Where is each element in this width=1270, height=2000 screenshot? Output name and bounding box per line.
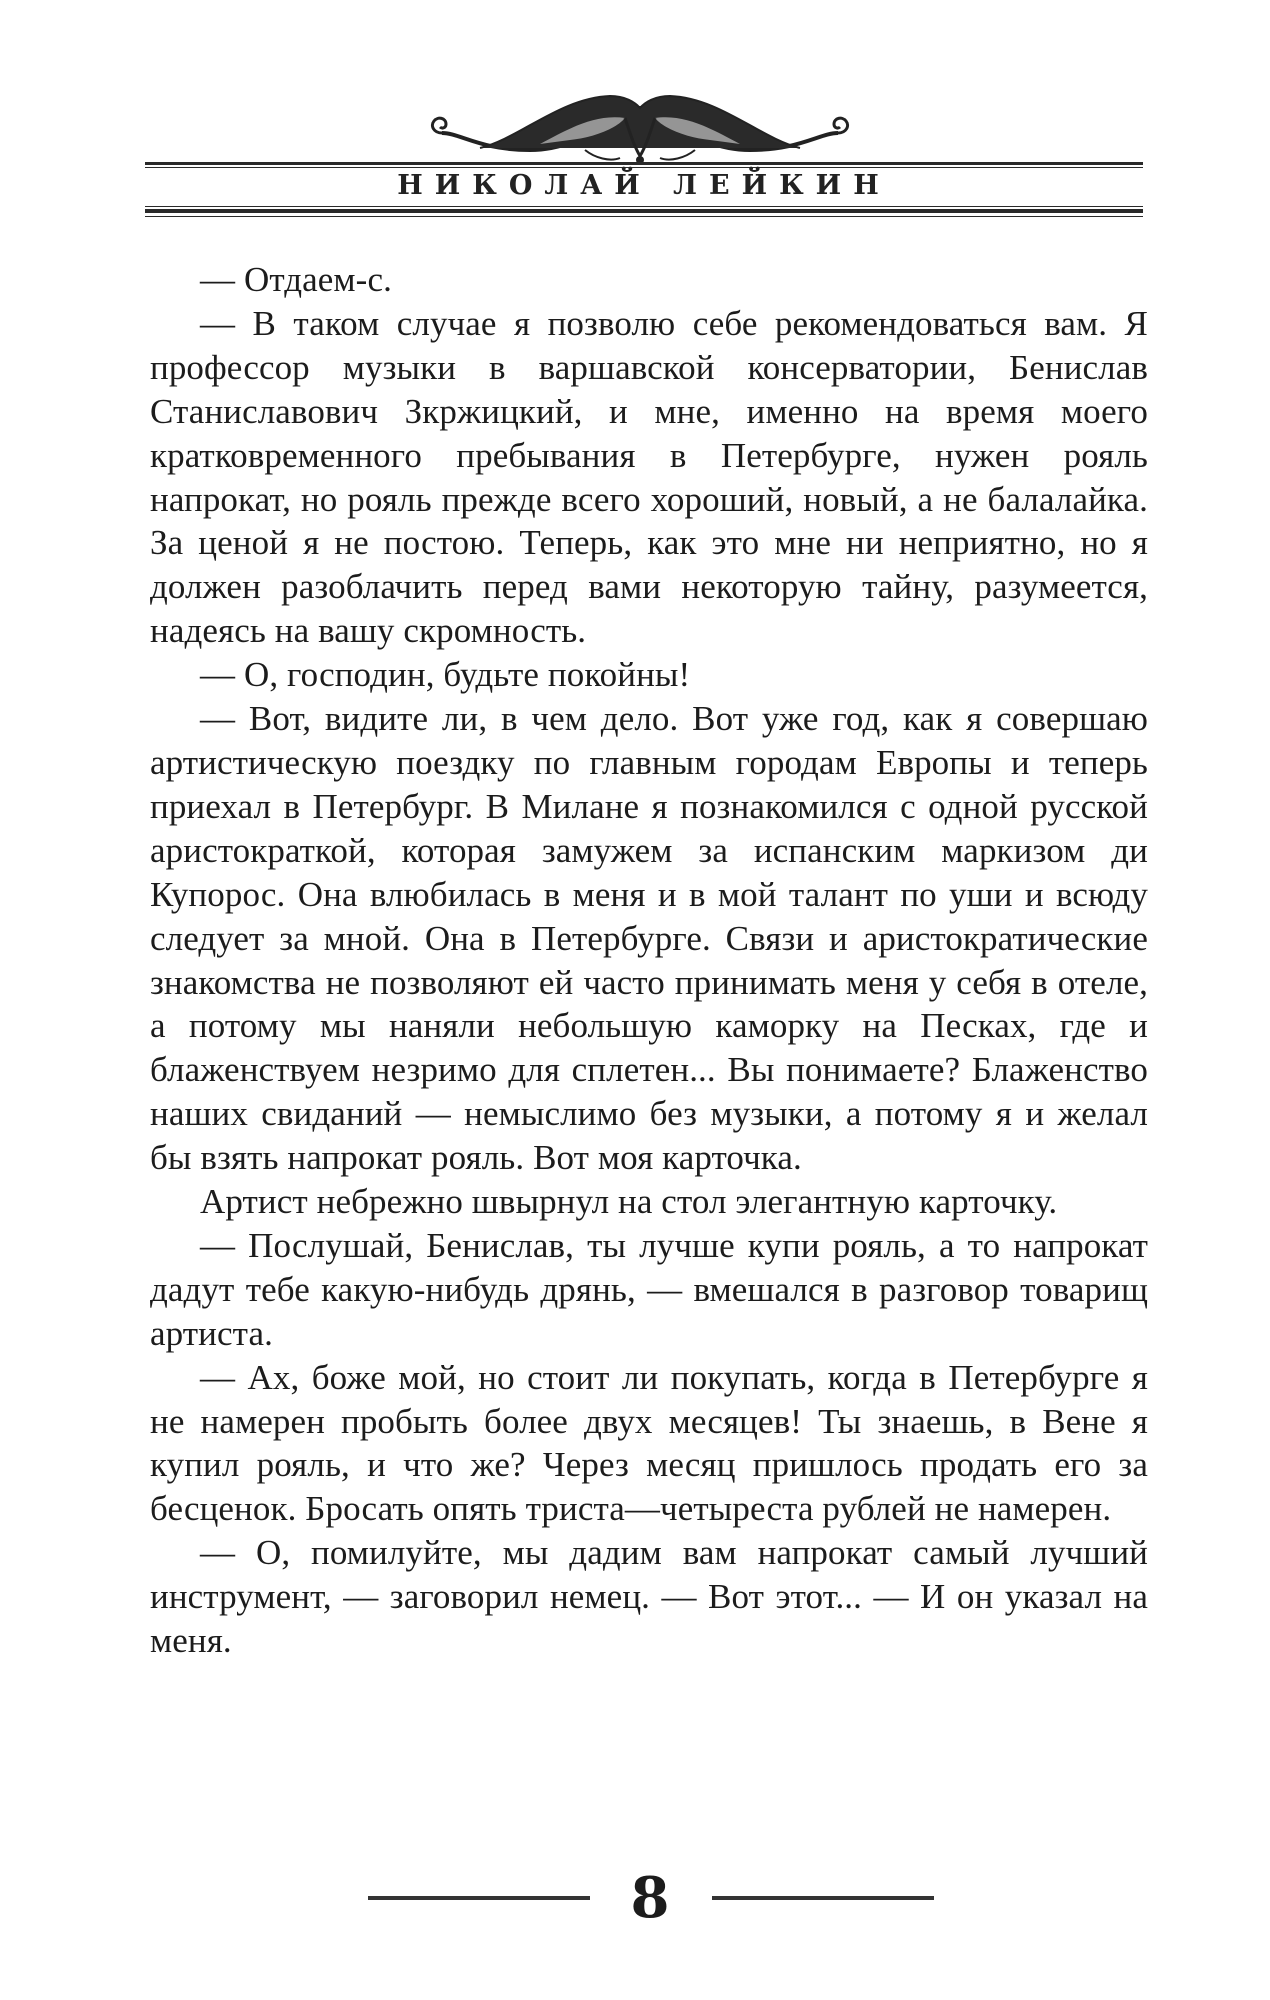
body-text (150, 258, 1148, 1663)
folio-rule-right (712, 1896, 934, 1900)
paragraph: — Отдаем-с. (200, 260, 392, 299)
header-rule-top-thin (145, 167, 1143, 168)
paragraph: — О, помилуйте, мы дадим вам напрокат самый лучший инструмент, — заговорил немец. — Вот этот... — И он указал на меня. (150, 1533, 1148, 1661)
paragraph: — Послушай, Бенислав, ты лучше купи рояль, а то напрокат дадут тебе какую-нибудь дрянь, — вмешался в разговор товарищ артиста. (150, 1225, 1148, 1353)
folio-rule-left (368, 1896, 590, 1900)
paragraph: — В таком случае я позволю себе рекомендоваться вам. Я профессор музыки в варшавской консерватории, Бенислав Станиславович Зкржицкий, и мне, именно на время моего кратковременного пребывания в Петербурге, нужен рояль напрокат, но рояль прежде всего хороший, новый, а не балалайка. За ценой я не постою. Теперь, как это мне ни неприятно, но я должен разоблачить перед вами некоторую тайну, разумеется, надеясь на вашу скромность. (150, 303, 1148, 651)
header-rule-bottom (145, 209, 1143, 213)
header-rule-bottom-thin (145, 206, 1143, 207)
paragraph: — Вот, видите ли, в чем дело. Вот уже год, как я совершаю артистическую поездку по главным городам Европы и теперь приехал в Петербург. В Милане я познакомился с одной русской аристократкой, которая замужем за испанским маркизом ди Купорос. Она влюбилась в меня и в мой талант по уши и всюду следует за мной. Она в Петербурге. Связи и аристократические знакомства не позволяют ей часто принимать меня у себя в отеле, а потому мы наняли небольшую каморку на Песках, где и блаженствуем незримо для сплетен... Вы понимаете? Блаженство наших свиданий — немыслимо без музыки, а потому я и желал бы взять напрокат рояль. Вот моя карточка. (150, 699, 1148, 1178)
running-head-author: НИКОЛАЙ ЛЕЙКИН (397, 170, 891, 201)
page-number: 8 (630, 1865, 670, 1931)
paragraph: — О, господин, будьте покойны! (200, 655, 691, 695)
header-rule-bottom-thin-2 (145, 216, 1143, 217)
paragraph: Артист небрежно швырнул на стол элегантную карточку. (200, 1182, 1058, 1222)
paragraph: — Ах, боже мой, но стоит ли покупать, когда в Петербурге я не намерен пробыть более двух месяцев! Ты знаешь, в Вене я купил рояль, и что же? Через месяц пришлось продать его за бесценок. Бросать опять триста—четыреста рублей не намерен. (150, 1357, 1148, 1529)
header-rule-top (145, 162, 1143, 165)
